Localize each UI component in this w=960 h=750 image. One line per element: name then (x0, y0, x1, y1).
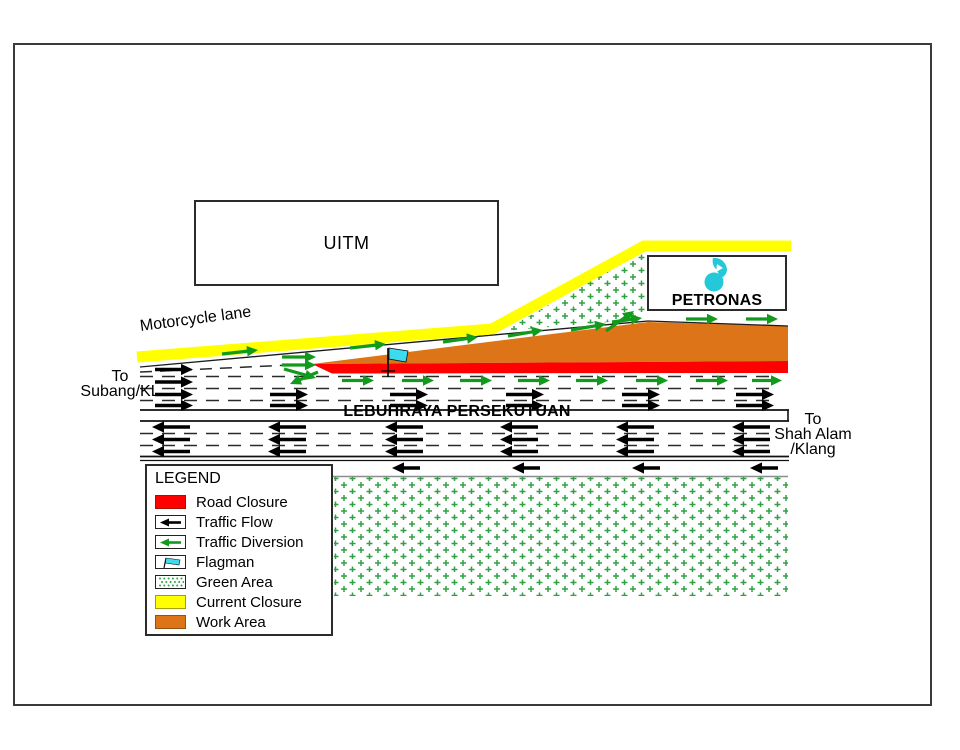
traffic-flow-arrow (500, 446, 538, 457)
to-subang-kl-label (64, 369, 176, 399)
legend-items (155, 492, 331, 632)
legend-item-label: Traffic Diversion (196, 533, 304, 551)
to-subang-line2: Subang/KL (80, 383, 160, 400)
to-shah-alam-line2: Shah Alam (774, 426, 852, 443)
legend-item-label: Work Area (196, 613, 266, 631)
traffic-flow-arrow (616, 446, 654, 457)
traffic-flow-arrow (385, 434, 423, 445)
traffic-diversion-arrow (746, 314, 778, 324)
green-area-strip (334, 477, 788, 596)
traffic-flow-arrow (268, 421, 306, 432)
traffic-flow-arrow (152, 434, 190, 445)
legend-title: LEGEND (155, 470, 221, 487)
traffic-flow-arrow (268, 434, 306, 445)
legend-item-label: Road Closure (196, 493, 288, 511)
traffic-flow-arrow (385, 421, 423, 432)
traffic-flow-arrow (750, 462, 778, 473)
legend-item (155, 532, 331, 552)
petronas-building (647, 255, 787, 311)
traffic-flow-arrow (390, 389, 428, 400)
traffic-flow-arrow (616, 434, 654, 445)
green-area-pattern-icon (155, 575, 186, 589)
petronas-logo-icon (701, 257, 733, 293)
traffic-flow-arrow (500, 434, 538, 445)
legend-box (145, 464, 333, 636)
uitm-building (194, 200, 499, 286)
to-shah-alam-line3: /Klang (790, 441, 836, 458)
traffic-flow-arrow (385, 446, 423, 457)
traffic-flow-arrow-icon (155, 515, 186, 529)
flagman-flag-icon (155, 555, 186, 569)
road-closure-icon (155, 495, 186, 509)
work-area-icon (155, 615, 186, 629)
traffic-flow-arrow (270, 389, 308, 400)
legend-item (155, 512, 331, 532)
motorcycle-lane-label: Motorcycle lane (138, 303, 253, 335)
highway-name-label: LEBUHRAYA PERSEKUTUAN (343, 403, 571, 420)
traffic-flow-arrow (632, 462, 660, 473)
traffic-flow-arrow (616, 421, 654, 432)
traffic-flow-arrow (152, 446, 190, 457)
traffic-flow-arrow (500, 421, 538, 432)
traffic-flow-arrow (392, 462, 420, 473)
to-shah-alam-klang-label (760, 412, 866, 457)
legend-item (155, 612, 331, 632)
traffic-flow-arrow (268, 446, 306, 457)
legend-item (155, 492, 331, 512)
legend-item (155, 552, 331, 572)
legend-item-label: Traffic Flow (196, 513, 273, 531)
traffic-flow-arrow (736, 389, 774, 400)
traffic-diversion-arrow-icon (155, 535, 186, 549)
to-subang-line1: To (111, 368, 129, 385)
current-closure-icon (155, 595, 186, 609)
traffic-flow-arrow (512, 462, 540, 473)
legend-item (155, 572, 331, 592)
legend-item-label: Current Closure (196, 593, 302, 611)
legend-item-label: Flagman (196, 553, 255, 571)
to-shah-alam-line1: To (804, 411, 822, 428)
traffic-flow-arrow (622, 389, 660, 400)
traffic-flow-arrow (152, 421, 190, 432)
legend-item-label: Green Area (196, 573, 273, 591)
legend-item (155, 592, 331, 612)
petronas-label: PETRONAS (671, 292, 763, 309)
traffic-flow-arrow (506, 389, 544, 400)
uitm-label: UITM (323, 232, 370, 253)
